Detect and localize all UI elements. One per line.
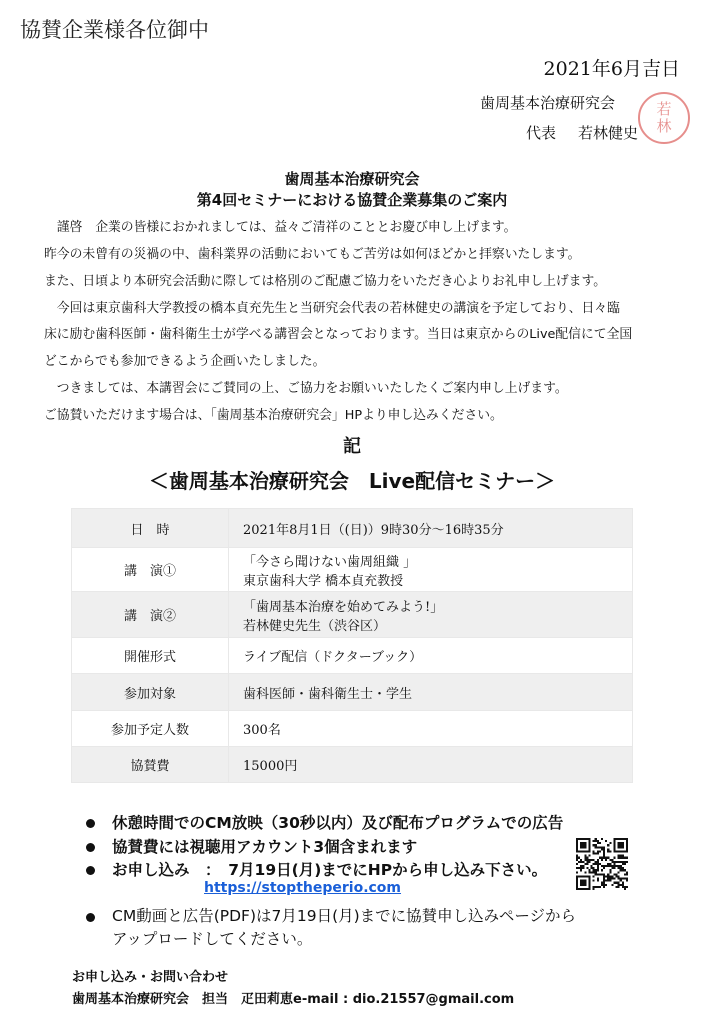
table-value-line: 「歯周基本治療を始めてみよう!」 bbox=[243, 599, 444, 615]
table-label: 協賛費 bbox=[72, 747, 229, 783]
table-label: 参加対象 bbox=[72, 674, 229, 711]
document-title-line-2: 第4回セミナーにおける協賛企業募集のご案内 bbox=[196, 191, 508, 209]
table-value-line: 300名 bbox=[243, 723, 281, 738]
bullet-icon bbox=[86, 819, 95, 828]
table-value-line: 2021年8月1日（(日)）9時30分～16時35分 bbox=[243, 522, 504, 538]
body-line-5: 床に励む歯科医師・歯科衛生士が学べる講習会となっております。当日は東京からのLive配信にて全国 bbox=[44, 327, 633, 342]
table-row-lecture-2 bbox=[72, 592, 633, 638]
qr-code-icon[interactable] bbox=[576, 838, 628, 890]
table-value-line: 東京歯科大学 橋本貞充教授 bbox=[243, 573, 404, 589]
table-row-format bbox=[72, 638, 633, 674]
bullet-icon bbox=[86, 913, 95, 922]
table-row-lecture-1 bbox=[72, 548, 633, 592]
table-label: 参加予定人数 bbox=[72, 711, 229, 747]
table-value bbox=[229, 638, 633, 674]
bullet-cm-broadcast: 休憩時間でのCM放映（30秒以内）及び配布プログラムでの広告 bbox=[112, 814, 564, 832]
body-line-3: また、日頃より本研究会活動に際しては格別のご配慮ご協力をいただき心よりお礼申し上げます。 bbox=[44, 274, 607, 289]
bullet-icon bbox=[86, 866, 95, 875]
table-value-line: 「今さら聞けない歯周組織 」 bbox=[243, 554, 417, 570]
table-value bbox=[229, 747, 633, 783]
bullet-deadline: お申し込み ： 7月19日(月)までにHPから申し込み下さい。 bbox=[112, 861, 548, 879]
table-row-attendance bbox=[72, 711, 633, 747]
body-line-6: どこからでも参加できるよう企画いたしました。 bbox=[44, 354, 326, 369]
table-value-line: 若林健史先生（渋谷区） bbox=[243, 618, 387, 634]
representative-label: 代表 bbox=[526, 124, 557, 142]
table-value bbox=[229, 548, 633, 592]
representative-name: 若林健史 bbox=[578, 124, 639, 142]
table-value-line: 歯科医師・歯科衛生士・学生 bbox=[243, 686, 413, 702]
document-title-line-1: 歯周基本治療研究会 bbox=[284, 170, 420, 188]
table-label: 講 演① bbox=[72, 548, 229, 592]
body-line-8: ご協賛いただけます場合は、「歯周基本治療研究会」HPより申し込みください。 bbox=[44, 408, 503, 423]
issue-date: 2021年6月吉日 bbox=[543, 58, 680, 80]
body-line-1: 謹啓 企業の皆様におかれましては、益々ご清祥のこととお慶び申し上げます。 bbox=[44, 220, 517, 235]
body-line-7: つきましては、本講習会にご賛同の上、ご協力をお願いいたしたくご案内申し上げます。 bbox=[44, 381, 568, 396]
contact-heading: お申し込み・お問い合わせ bbox=[72, 970, 229, 985]
table-value bbox=[229, 592, 633, 638]
bullet-accounts: 協賛費には視聴用アカウント3個含まれます bbox=[112, 838, 418, 856]
seal-stamp bbox=[638, 92, 690, 144]
table-value-line: 15000円 bbox=[243, 759, 298, 774]
seminar-info-table bbox=[71, 508, 633, 783]
table-value bbox=[229, 674, 633, 711]
ki-heading: 記 bbox=[343, 436, 361, 457]
addressee: 協賛企業様各位御中 bbox=[20, 18, 209, 42]
table-value bbox=[229, 711, 633, 747]
table-label: 日 時 bbox=[72, 509, 229, 548]
website-link[interactable]: https://stoptheperio.com bbox=[204, 880, 402, 896]
seal-char-2: 林 bbox=[656, 117, 672, 135]
table-row-date bbox=[72, 509, 633, 548]
table-label: 講 演② bbox=[72, 592, 229, 638]
table-label: 開催形式 bbox=[72, 638, 229, 674]
organization-name: 歯周基本治療研究会 bbox=[480, 94, 616, 112]
table-row-audience bbox=[72, 674, 633, 711]
body-line-2: 昨今の未曾有の災禍の中、歯科業界の活動においてもご苦労は如何ほどかと拝察いたします。 bbox=[44, 247, 581, 262]
seal-char-1: 若 bbox=[656, 100, 672, 118]
table-row-fee bbox=[72, 747, 633, 783]
seminar-title: ＜歯周基本治療研究会 Live配信セミナー＞ bbox=[148, 469, 556, 493]
contact-details: 歯周基本治療研究会 担当 疋田莉恵e-mail : dio.21557@gmail.com bbox=[72, 992, 515, 1007]
table-value bbox=[229, 509, 633, 548]
bullet-upload-line-2: アップロードしてください。 bbox=[112, 930, 313, 948]
body-line-4: 今回は東京歯科大学教授の橋本貞充先生と当研究会代表の若林健史の講演を予定しており、日々臨 bbox=[44, 301, 620, 316]
bullet-icon bbox=[86, 843, 95, 852]
bullet-upload-line-1: CM動画と広告(PDF)は7月19日(月)までに協賛申し込みページから bbox=[112, 907, 577, 925]
table-value-line: ライブ配信（ドクターブック） bbox=[243, 650, 423, 665]
